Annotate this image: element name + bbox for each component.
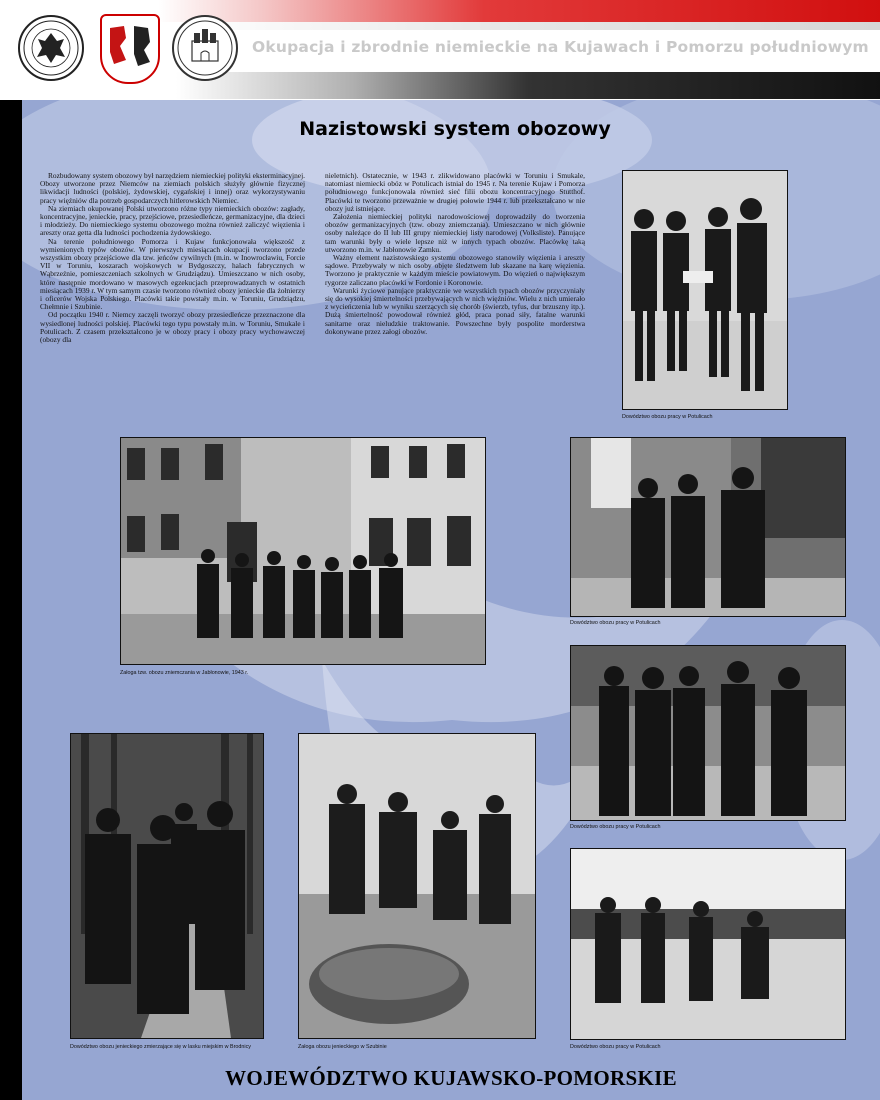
paragraph: Warunki życiowe panujące praktycznie we wszystkich typach obozów przyczyniały się do wysokiej śmiertelności przebywających w nich więźniów. Wielu z nich umierało z wycieńczenia lub w wyniku szerzących się chorób (świerzb, tyfus, dur brzuszny itp.). Dużą śmiertelność powodował również głód, praca ponad siły, fatalne warunki sanitarne oraz nieludzkie traktowanie. Powszechne były pospolite morderstwa dokonywane przez załogi obozów. xyxy=(325,285,585,336)
photo-caption: Dowództwo obozu pracy w Potulicach xyxy=(622,414,713,420)
photo-officers-potulice-4 xyxy=(570,848,846,1040)
officers-photo-icon xyxy=(623,171,787,409)
barracks-photo-icon xyxy=(571,438,845,616)
photo-brodnica-forest xyxy=(70,733,264,1039)
prisoners-photo-icon xyxy=(299,734,535,1038)
field-photo-icon xyxy=(571,849,845,1039)
paragraph: nieletnich). Ostatecznie, w 1943 r. zlikwidowano placówki w Toruniu i Smukale, natomiast niemiecki obóz w Potulicach istniał do 1945 r. Na terenie Kujaw i Pomorza południowego funkcjonowała również sieć filii obozu koncentracyjnego Stutthof. Placówki te tworzono przeważnie w drugiej połowie 1944 r. lub przekształcano w nie obozy już istniejące. xyxy=(325,171,585,213)
photo-officers-potulice-1 xyxy=(622,170,788,410)
left-black-bar xyxy=(0,100,22,1100)
photo-officers-potulice-3 xyxy=(570,645,846,821)
article-title: Nazistowski system obozowy xyxy=(299,118,611,140)
photo-caption: Dowództwo obozu pracy w Potulicach xyxy=(570,824,661,830)
paragraph: Na terenie południowego Pomorza i Kujaw funkcjonowała większość z wymienionych typów obozów. W pierwszych miesiącach okupacji tworzono przede wszystkim obozy przejściowe dla tzw. jeńców cywilnych (m.in. w Inowrocławiu, Forcie VII w Toruniu, koszarach wojskowych w Bydgoszczy, halach fabrycznych w Wąbrzeźnie, pomieszczeniach szkolnych w Grudziądzu). Umieszczano w nich osoby, które następnie mordowano w masowych egzekucjach przeprowadzanych w ostatnich miesiącach 1939 r. W tym samym czasie tworzono również obozy jenieckie dla żołnierzy i oficerów Wojska Polskiego. Placówki takie powstały m.in. w Toruniu, Grudziądzu, Chełmnie i Szubinie. xyxy=(40,236,305,312)
forest-photo-icon xyxy=(71,734,263,1038)
paragraph: Założenia niemieckiej polityki narodowościowej doprowadziły do tworzenia obozów germanizacyjnych (tzw. obozy zniemczania). Umieszczano w nich głównie osoby należące do II lub III grupy niemieckiej listy narodowej (Volksliste). Panujące tam warunki były o wiele lepsze niż w innych typach obozów. Placówkę taką utworzono m.in. w Jabłonowie Zamku. xyxy=(325,212,585,254)
photo-caption: Załoga obozu jenieckiego w Szubinie xyxy=(298,1044,387,1050)
footer-region-name: WOJEWÓDZTWO KUJAWSKO-POMORSKIE xyxy=(225,1066,677,1090)
header-title: Okupacja i zbrodnie niemieckie na Kujawach i Pomorzu południowym xyxy=(252,38,869,56)
photo-caption: Dowództwo obozu jenieckiego zmierzające się w lasku miejskim w Brodnicy xyxy=(70,1044,251,1050)
photo-jablonowo-building xyxy=(120,437,486,665)
photo-szubin-prisoners xyxy=(298,733,536,1039)
article-column-right xyxy=(325,172,585,336)
article-column-left xyxy=(40,172,305,344)
paragraph: Rozbudowany system obozowy był narzędziem niemieckiej polityki eksterminacyjnej. Obozy utworzone przez Niemców na ziemiach polskich służyły głównie fizycznej likwidacji ludności (polskiej, żydowskiej, cygańskiej i innej) oraz wykorzystywaniu pracy więźniów dla potrzeb gospodarczych hitlerowskich Niemiec. xyxy=(40,171,305,205)
photo-officers-potulice-2 xyxy=(570,437,846,617)
coat-of-arms-icon xyxy=(100,14,160,84)
paragraph: Na ziemiach okupowanej Polski utworzono różne typy niemieckich obozów: zagłady, koncentracyjne, jenieckie, pracy, przejściowe, przesiedleńcze, germanizacyjne, dla dzieci i młodzieży. Do niemieckiego systemu obozowego można również zaliczyć więzienia i areszty oraz getta dla ludności pochodzenia żydowskiego. xyxy=(40,203,305,238)
ipn-seal-icon xyxy=(18,15,84,81)
paragraph: Od początku 1940 r. Niemcy zaczęli tworzyć obozy przesiedleńcze przeznaczone dla wysiedlonej ludności polskiej. Placówki tego typu powstały m.in. w Toruniu, Smukale i Potulicach. Z czasem przekształcono je w obozy pracy i obozy pracy wychowawczej (obozy dla xyxy=(40,310,305,345)
paragraph: Ważny element nazistowskiego systemu obozowego stanowiły więzienia i areszty sądowe. Przebywały w nich osoby objęte śledztwem lub skazane na karę więzienia. Tworzono je praktycznie w każdym mieście powiatowym. Do więzień o największym rygorze zaliczano placówki w Fordonie i Koronowie. xyxy=(325,253,585,287)
officers-photo-icon xyxy=(571,646,845,820)
city-seal-icon xyxy=(172,15,238,81)
photo-caption: Załoga tzw. obozu zniemczania w Jabłonowie, 1943 r. xyxy=(120,670,249,676)
building-photo-icon xyxy=(121,438,485,664)
photo-caption: Dowództwo obozu pracy w Potulicach xyxy=(570,1044,661,1050)
photo-caption: Dowództwo obozu pracy w Potulicach xyxy=(570,620,661,626)
